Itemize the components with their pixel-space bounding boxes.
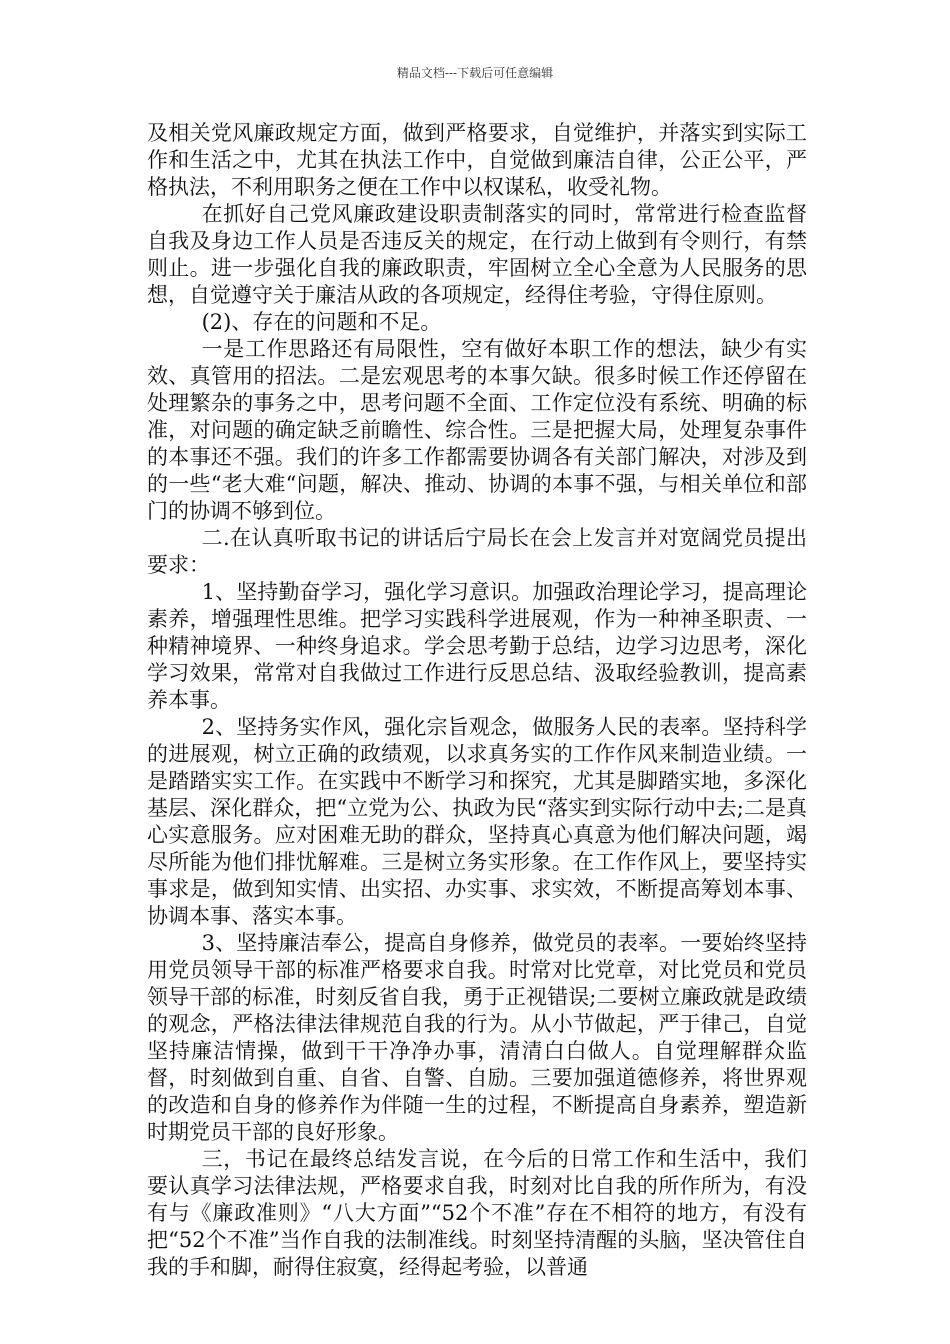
paragraph-requirement-study: 1、坚持勤奋学习，强化学习意识。加强政治理论学习，提高理论素养，增强理性思维。把学习实践科学进展观，作为一种神圣职责、一种精神境界、一种终身追求。学会思考勤于总结，边学习边思考，深化学习效果，常常对自我做过工作进行反思总结、汲取经验教训，提高素养本事。 xyxy=(147,580,807,712)
page-header: 精品文档---下载后可任意编辑 xyxy=(396,66,554,80)
paragraph-section-three-summary: 三，书记在最终总结发言说，在今后的日常工作和生活中，我们要认真学习法律法规，严格要求自我，时刻对比自我的所作所为，有没有与《廉政准则》“八大方面”“52个不准”存在不相符的地方，有没有把“52个不准”当作自我的法制准线。时刻坚持清醒的头脑，坚决管住自我的手和脚，耐得住寂寞，经得起考验，以普通 xyxy=(147,1147,807,1279)
paragraph-self-supervision: 在抓好自己党风廉政建设职责制落实的同时，常常进行检查监督自我及身边工作人员是否违反关的规定，在行动上做到有令则行，有禁则止。进一步强化自我的廉政职责，牢固树立全心全意为人民服务的思想，自觉遵守关于廉洁从政的各项规定，经得住考验，守得住原则。 xyxy=(147,202,807,307)
paragraph-section-two-heading: 二.在认真听取书记的讲话后宁局长在会上发言并对宽阔党员提出要求： xyxy=(147,526,807,577)
paragraph-continuation: 及相关党风廉政规定方面，做到严格要求，自觉维护，并落实到实际工作和生活之中，尤其在执法工作中，自觉做到廉洁自律，公正公平，严格执法，不利用职务之便在工作中以权谋私，收受礼物。 xyxy=(147,121,807,199)
paragraph-requirement-integrity: 3、坚持廉洁奉公，提高自身修养，做党员的表率。一要始终坚持用党员领导干部的标准严格要求自我。时常对比党章，对比党员和党员领导干部的标准，时刻反省自我，勇于正视错误;二要树立廉政就是政绩的观念，严格法律法律规范自我的行为。从小节做起，严于律己，自觉坚持廉洁情操，做到干干净净办事，清清白白做人。自觉理解群众监督，时刻做到自重、自省、自警、自励。三要加强道德修养，将世界观的改造和自身的修养作为伴随一生的过程，不断提高自身素养，塑造新时期党员干部的良好形象。 xyxy=(147,931,807,1144)
paragraph-problems: 一是工作思路还有局限性，空有做好本职工作的想法，缺少有实效、真管用的招法。二是宏观思考的本事欠缺。很多时候工作还停留在处理繁杂的事务之中，思考问题不全面、工作定位没有系统、明确的标准，对问题的确定缺乏前瞻性、综合性。三是把握大局，处理复杂事件的本事还不强。我们的许多工作都需要协调各有关部门解决，对涉及到的一些“老大难“问题，解决、推动、协调的本事不强，与相关单位和部门的协调不够到位。 xyxy=(147,337,807,523)
paragraph-problems-heading: (2)、存在的问题和不足。 xyxy=(201,310,442,334)
paragraph-requirement-practical: 2、坚持务实作风，强化宗旨观念，做服务人民的表率。坚持科学的进展观，树立正确的政绩观，以求真务实的工作作风来制造业绩。一是踏踏实实工作。在实践中不断学习和探究，尤其是脚踏实地，多深化基层、深化群众，把“立党为公、执政为民“落实到实际行动中去;二是真心实意服务。应对困难无助的群众，坚持真心真意为他们解决问题，竭尽所能为他们排忧解难。三是树立务实形象。在工作作风上，要坚持实事求是，做到知实情、出实招、办实事、求实效，不断提高筹划本事、协调本事、落实本事。 xyxy=(147,715,807,928)
document-body xyxy=(147,120,807,1281)
